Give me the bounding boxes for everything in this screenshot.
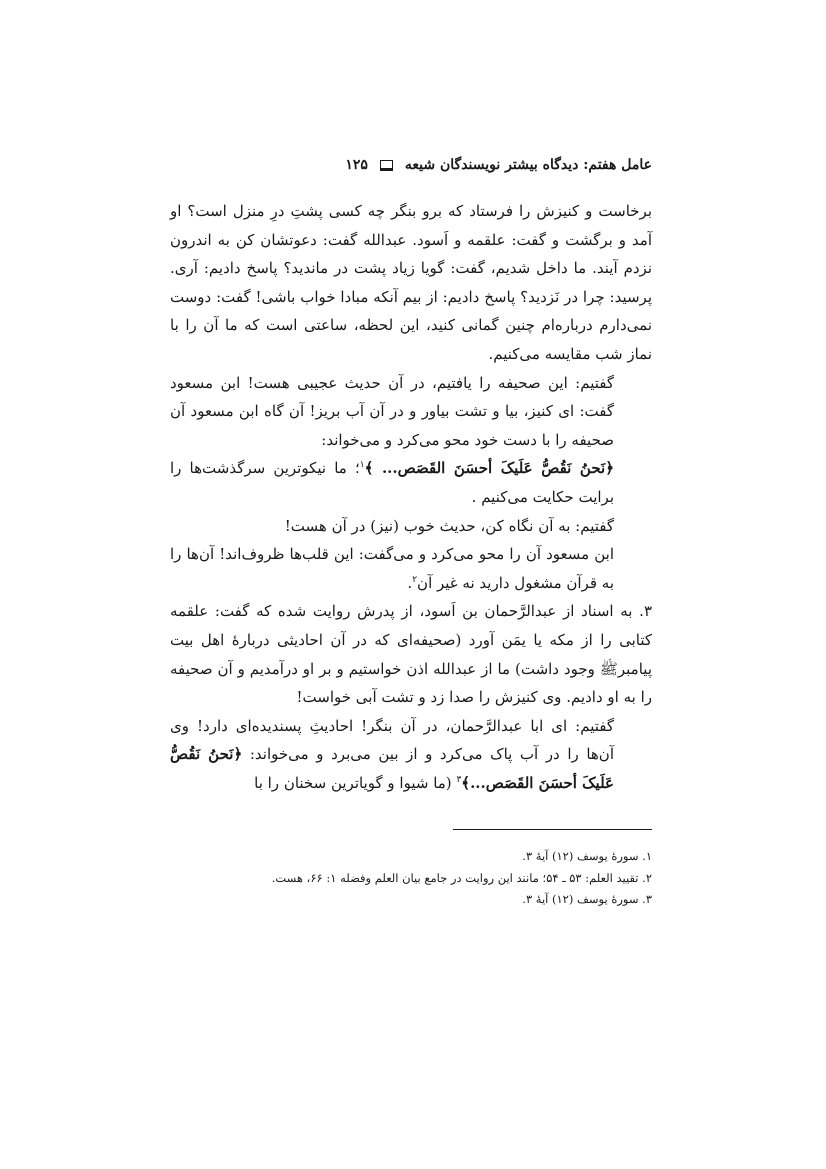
quote-paragraph-3 xyxy=(170,540,652,597)
running-header xyxy=(170,157,652,173)
footnote-marker-2: ۲ xyxy=(412,574,418,585)
quran-verse-2: ﴿نَحنُ نَقُصُّ عَلَیکَ أحسَنَ القَصَص...﴾ xyxy=(170,745,614,792)
header-title: عامل هفتم: دیدگاه بیشتر نویسندگان شیعه xyxy=(404,157,652,173)
quran-verse-1: ﴿نَحنُ نَقُصُّ عَلَیکَ أحسَنَ القَصَص... ﴾ xyxy=(364,459,614,478)
quote-3-end: . xyxy=(407,573,413,592)
footnote-marker-3: ۳ xyxy=(456,774,462,785)
quote-3-text: ابن مسعود آن را محو می‌کرد و می‌گفت: این قلب‌ها ظروف‌اند! آن‌ها را به قرآن مشغول دارید نه غیر آن xyxy=(170,545,614,592)
footnote-3: ۳. سورهٔ یوسف (۱۲) آیهٔ ۳. xyxy=(522,892,652,906)
quote-4-text: گفتیم: ای ابا عبدالرَّحمان، در آن بنگر! احادیثِ پسندیده‌ای دارد! وی آن‌ها را در آب پاک می‌کرد و از بین می‌برد و می‌خواند: xyxy=(170,716,614,764)
paragraph-2: ۳. به اسناد از عبدالرَّحمان بن اَسود، از پدرش روایت شده که گفت: علقمه کتابی را از مکه یا یمَن آورد (صحیفه‌ای که در آن احادیثی دربارهٔ اهل بیت پیامبرﷺ وجود داشت) ما از عبدالله اذن خواستیم و بر او درآمدیم و آن صحیفه را به او دادیم. وی کنیزش را صدا زد و تشت آبی خواست! xyxy=(170,602,652,707)
footnote-1: ۱. سورهٔ یوسف (۱۲) آیهٔ ۳. xyxy=(522,849,652,863)
square-box-icon xyxy=(380,160,393,171)
quote-paragraph-4 xyxy=(170,712,652,798)
footnotes xyxy=(170,846,652,911)
quote-paragraph-2: گفتیم: به آن نگاه کن، حدیث خوب (نیز) در آن هست! xyxy=(284,516,614,535)
paragraph-1: برخاست و کنیزش را فرستاد که برو بنگر چه کسی پشتِ درِ منزل است؟ او آمد و برگشت و گفت: علقمه و اَسود. عبدالله گفت: دعوتشان کن به اندرون نزدم آیند. ما داخل شدیم، گفت: گویا زیاد پشت در ماندید؟ پاسخ دادیم: آری. پرسید: چرا در نَزدید؟ پاسخ دادیم: از بیم آنکه مبادا خواب باشی! گفت: دوست نمی‌دارم درباره‌ام چنین گمانی کنید، این لحظه، ساعتی است که ما آن را با نماز شب مقایسه می‌کنیم. xyxy=(170,202,652,363)
page-number: ۱۲۵ xyxy=(345,157,368,173)
quote-1-translation: ؛ ما نیکوترین سرگذشت‌ها را برایت حکایت می‌کنیم . xyxy=(170,459,614,506)
footnote-separator xyxy=(453,829,652,830)
quote-1-text: گفتیم: این صحیفه را یافتیم، در آن حدیث عجیبی هست! ابن مسعود گفت: ای کنیز، بیا و تشت بیاور و در آن آب بریز! آن گاه ابن مسعود آن صحیفه را با دست خود محو می‌کرد و می‌خواند: xyxy=(170,373,614,449)
quote-4-translation: (ما شیوا و گویاترین سخنان را با xyxy=(254,773,452,792)
footnote-marker-1: ۱ xyxy=(359,460,365,471)
quote-paragraph-1 xyxy=(170,369,652,512)
body-text xyxy=(170,197,652,797)
footnote-2: ۲. تقیید العلم: ۵۳ ـ ۵۴؛ مانند این روایت در جامع بیان العلم وفضله ۱: ۶۶، هست. xyxy=(271,870,652,885)
